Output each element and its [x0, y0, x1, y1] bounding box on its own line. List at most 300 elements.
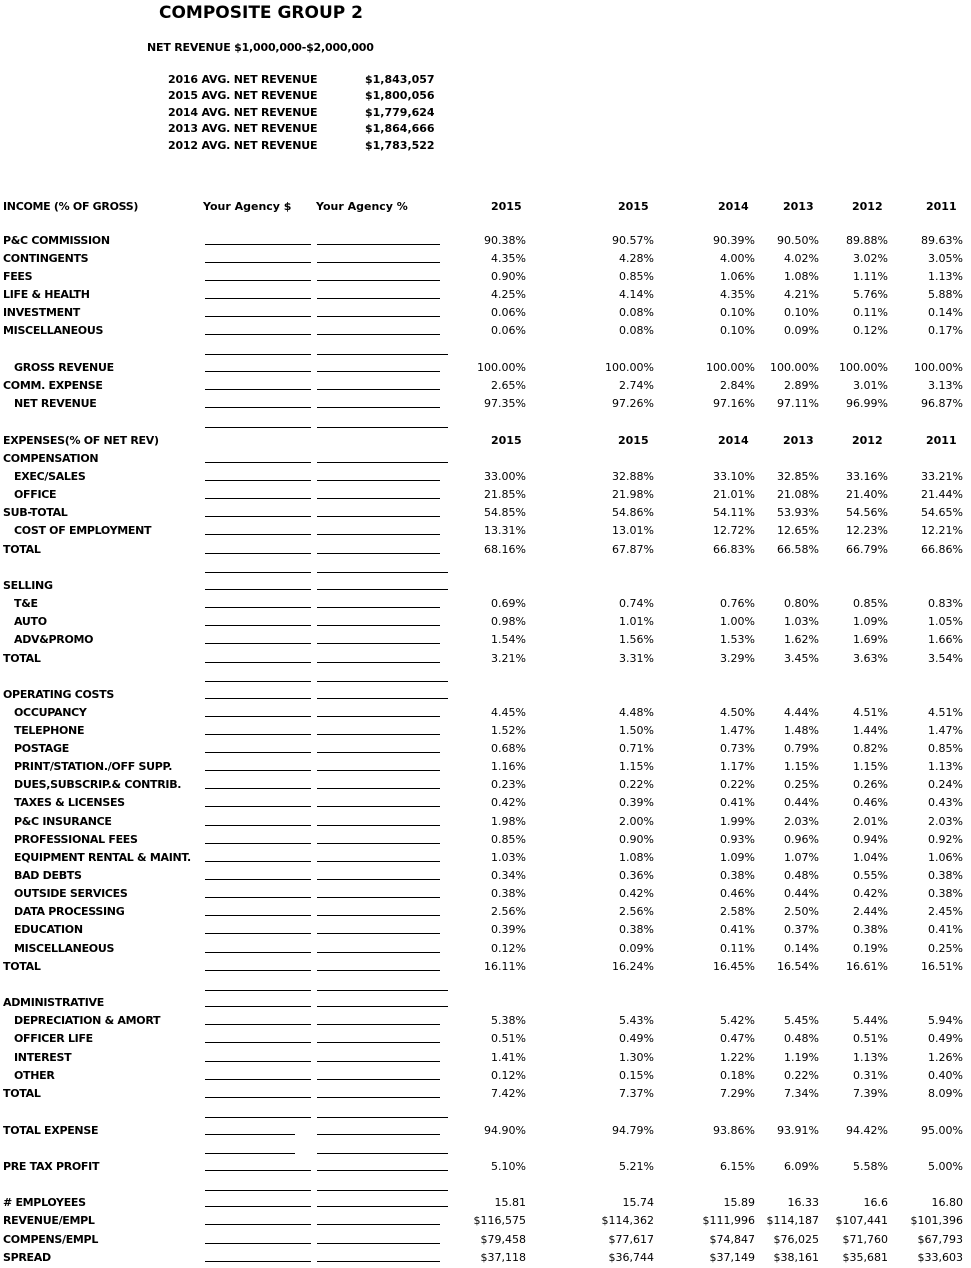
- your-agency-dollar-blank[interactable]: [205, 825, 311, 826]
- your-agency-dollar-blank[interactable]: [205, 698, 311, 699]
- value-cell: 33.00%: [484, 470, 526, 483]
- value-cell: 66.86%: [921, 543, 963, 556]
- value-cell: 5.21%: [619, 1160, 654, 1173]
- value-cell: 6.09%: [784, 1160, 819, 1173]
- your-agency-percent-blank[interactable]: [317, 716, 440, 717]
- your-agency-percent-blank[interactable]: [317, 698, 448, 699]
- row-label: TOTAL EXPENSE: [3, 1124, 99, 1137]
- your-agency-percent-blank[interactable]: [317, 1190, 448, 1191]
- value-cell: 1.47%: [928, 724, 963, 737]
- value-cell: 0.12%: [491, 942, 526, 955]
- your-agency-percent-blank[interactable]: [317, 427, 448, 428]
- your-agency-dollar-blank[interactable]: [205, 716, 311, 717]
- your-agency-dollar-blank[interactable]: [205, 1024, 311, 1025]
- average-row: [168, 72, 455, 88]
- value-cell: 21.40%: [846, 488, 888, 501]
- row-label: P&C COMMISSION: [3, 234, 110, 247]
- value-cell: 0.73%: [720, 742, 755, 755]
- your-agency-percent-blank[interactable]: [317, 825, 440, 826]
- blank-entry-row: [0, 1105, 971, 1123]
- value-cell: 66.58%: [777, 543, 819, 556]
- value-cell: 2.44%: [853, 905, 888, 918]
- value-cell: 0.14%: [928, 306, 963, 319]
- your-agency-percent-blank[interactable]: [317, 480, 440, 481]
- your-agency-dollar-blank[interactable]: [205, 788, 311, 789]
- value-cell: 94.79%: [612, 1124, 654, 1137]
- table-row: [0, 1049, 971, 1067]
- value-cell: 0.44%: [784, 887, 819, 900]
- your-agency-percent-blank[interactable]: [317, 933, 440, 934]
- value-cell: 2.03%: [928, 815, 963, 828]
- value-cell: 0.90%: [491, 270, 526, 283]
- your-agency-dollar-blank[interactable]: [205, 952, 311, 953]
- value-cell: 7.39%: [853, 1087, 888, 1100]
- your-agency-dollar-blank[interactable]: [205, 1153, 295, 1154]
- your-agency-dollar-blank[interactable]: [205, 553, 311, 554]
- your-agency-percent-blank[interactable]: [317, 752, 440, 753]
- your-agency-percent-blank[interactable]: [317, 280, 440, 281]
- value-cell: 3.63%: [853, 652, 888, 665]
- your-agency-percent-blank[interactable]: [317, 354, 448, 355]
- table-row: [0, 776, 971, 794]
- table-row: [0, 577, 971, 595]
- your-agency-percent-blank[interactable]: [317, 534, 440, 535]
- value-cell: 66.79%: [846, 543, 888, 556]
- value-cell: 0.68%: [491, 742, 526, 755]
- value-cell: 3.45%: [784, 652, 819, 665]
- your-agency-dollar-blank[interactable]: [205, 970, 311, 971]
- your-agency-dollar-blank[interactable]: [205, 806, 311, 807]
- value-cell: 21.85%: [484, 488, 526, 501]
- your-agency-percent-blank[interactable]: [317, 262, 440, 263]
- year-header: 2015: [618, 434, 649, 447]
- your-agency-percent-blank[interactable]: [317, 879, 440, 880]
- your-agency-dollar-blank[interactable]: [205, 534, 311, 535]
- value-cell: 1.16%: [491, 760, 526, 773]
- your-agency-percent-blank[interactable]: [317, 970, 440, 971]
- table-row: [0, 450, 971, 468]
- your-agency-dollar-blank[interactable]: [205, 516, 311, 517]
- value-cell: 0.94%: [853, 833, 888, 846]
- your-agency-dollar-blank[interactable]: [205, 427, 311, 428]
- value-cell: 96.99%: [846, 397, 888, 410]
- value-cell: 89.63%: [921, 234, 963, 247]
- value-cell: 7.37%: [619, 1087, 654, 1100]
- value-cell: 0.85%: [853, 597, 888, 610]
- value-cell: 15.81: [494, 1196, 526, 1209]
- value-cell: 1.50%: [619, 724, 654, 737]
- value-cell: 94.90%: [484, 1124, 526, 1137]
- value-cell: 0.96%: [784, 833, 819, 846]
- value-cell: 1.15%: [853, 760, 888, 773]
- value-cell: 0.51%: [853, 1032, 888, 1045]
- value-cell: 54.86%: [612, 506, 654, 519]
- value-cell: 89.88%: [846, 234, 888, 247]
- income-header-row: [0, 198, 971, 216]
- your-agency-dollar-blank[interactable]: [205, 861, 311, 862]
- your-agency-percent-blank[interactable]: [317, 625, 440, 626]
- value-cell: $37,149: [709, 1251, 755, 1264]
- your-agency-percent-blank[interactable]: [317, 681, 448, 682]
- row-label: TOTAL: [3, 1087, 41, 1100]
- your-agency-percent-blank[interactable]: [317, 843, 440, 844]
- your-agency-percent-blank[interactable]: [317, 516, 440, 517]
- value-cell: 3.05%: [928, 252, 963, 265]
- value-cell: 0.36%: [619, 869, 654, 882]
- your-agency-dollar-blank[interactable]: [205, 607, 311, 608]
- your-agency-percent-blank[interactable]: [317, 1224, 440, 1225]
- value-cell: $36,744: [608, 1251, 654, 1264]
- your-agency-dollar-blank[interactable]: [205, 915, 311, 916]
- your-agency-percent-blank[interactable]: [317, 553, 440, 554]
- value-cell: 3.54%: [928, 652, 963, 665]
- value-cell: 1.15%: [784, 760, 819, 773]
- your-agency-percent-blank[interactable]: [317, 244, 440, 245]
- value-cell: 21.44%: [921, 488, 963, 501]
- your-agency-dollar-blank[interactable]: [205, 643, 311, 644]
- value-cell: 0.92%: [928, 833, 963, 846]
- your-agency-dollar-blank[interactable]: [205, 990, 311, 991]
- value-cell: 4.51%: [928, 706, 963, 719]
- your-agency-dollar-blank[interactable]: [205, 662, 311, 663]
- your-agency-percent-blank[interactable]: [317, 643, 440, 644]
- your-agency-percent-blank[interactable]: [317, 734, 440, 735]
- table-row: [0, 1067, 971, 1085]
- row-label: REVENUE/EMPL: [3, 1214, 95, 1227]
- your-agency-dollar-blank[interactable]: [205, 1170, 311, 1171]
- your-agency-dollar-blank[interactable]: [205, 1117, 311, 1118]
- year-header: 2015: [491, 434, 522, 447]
- your-agency-percent-blank[interactable]: [317, 952, 440, 953]
- value-cell: 97.16%: [713, 397, 755, 410]
- value-cell: 53.93%: [777, 506, 819, 519]
- your-agency-dollar-blank[interactable]: [205, 262, 311, 263]
- your-agency-dollar-blank[interactable]: [205, 770, 311, 771]
- table-row: [0, 304, 971, 322]
- your-agency-dollar-blank[interactable]: [205, 1261, 311, 1262]
- blank-entry-row: [0, 342, 971, 360]
- row-label: CONTINGENTS: [3, 252, 89, 265]
- your-agency-percent-blank[interactable]: [317, 1061, 440, 1062]
- table-row: [0, 595, 971, 613]
- value-cell: 100.00%: [706, 361, 755, 374]
- value-cell: 0.40%: [928, 1069, 963, 1082]
- value-cell: 1.48%: [784, 724, 819, 737]
- value-cell: 93.86%: [713, 1124, 755, 1137]
- value-cell: 16.80: [931, 1196, 963, 1209]
- value-cell: $76,025: [773, 1233, 819, 1246]
- your-agency-percent-header: Your Agency %: [316, 200, 408, 213]
- value-cell: 21.98%: [612, 488, 654, 501]
- value-cell: 3.01%: [853, 379, 888, 392]
- your-agency-percent-blank[interactable]: [317, 298, 440, 299]
- row-label: PRE TAX PROFIT: [3, 1160, 100, 1173]
- your-agency-percent-blank[interactable]: [317, 1243, 440, 1244]
- value-cell: 2.50%: [784, 905, 819, 918]
- your-agency-dollar-blank[interactable]: [205, 498, 311, 499]
- your-agency-dollar-blank[interactable]: [205, 244, 311, 245]
- value-cell: 5.43%: [619, 1014, 654, 1027]
- value-cell: 0.17%: [928, 324, 963, 337]
- value-cell: 0.93%: [720, 833, 755, 846]
- row-label: OTHER: [14, 1069, 55, 1082]
- your-agency-percent-blank[interactable]: [317, 1117, 448, 1118]
- your-agency-percent-blank[interactable]: [317, 788, 440, 789]
- value-cell: 1.62%: [784, 633, 819, 646]
- value-cell: 0.74%: [619, 597, 654, 610]
- value-cell: 12.23%: [846, 524, 888, 537]
- value-cell: 1.30%: [619, 1051, 654, 1064]
- value-cell: 1.08%: [784, 270, 819, 283]
- your-agency-dollar-blank[interactable]: [205, 572, 311, 573]
- value-cell: 0.48%: [784, 1032, 819, 1045]
- value-cell: 0.14%: [784, 942, 819, 955]
- row-label: SUB-TOTAL: [3, 506, 68, 519]
- your-agency-percent-blank[interactable]: [317, 1024, 440, 1025]
- your-agency-percent-blank[interactable]: [317, 316, 440, 317]
- your-agency-percent-blank[interactable]: [317, 1134, 440, 1135]
- your-agency-dollar-blank[interactable]: [205, 298, 311, 299]
- your-agency-percent-blank[interactable]: [317, 1042, 440, 1043]
- value-cell: 0.26%: [853, 778, 888, 791]
- your-agency-percent-blank[interactable]: [317, 1153, 448, 1154]
- your-agency-percent-blank[interactable]: [317, 861, 440, 862]
- your-agency-dollar-blank[interactable]: [205, 752, 311, 753]
- your-agency-percent-blank[interactable]: [317, 662, 440, 663]
- average-row: [168, 138, 455, 154]
- table-row: [0, 722, 971, 740]
- value-cell: 54.56%: [846, 506, 888, 519]
- value-cell: 4.02%: [784, 252, 819, 265]
- value-cell: 15.74: [622, 1196, 654, 1209]
- value-cell: 0.15%: [619, 1069, 654, 1082]
- value-cell: $114,362: [601, 1214, 654, 1227]
- your-agency-dollar-blank[interactable]: [205, 480, 311, 481]
- your-agency-percent-blank[interactable]: [317, 1097, 440, 1098]
- your-agency-percent-blank[interactable]: [317, 1261, 440, 1262]
- row-label: DEPRECIATION & AMORT: [14, 1014, 161, 1027]
- value-cell: 2.84%: [720, 379, 755, 392]
- your-agency-percent-blank[interactable]: [317, 897, 440, 898]
- value-cell: 54.85%: [484, 506, 526, 519]
- value-cell: 0.12%: [491, 1069, 526, 1082]
- value-cell: 0.42%: [619, 887, 654, 900]
- your-agency-dollar-blank[interactable]: [205, 280, 311, 281]
- your-agency-dollar-blank[interactable]: [205, 843, 311, 844]
- your-agency-percent-blank[interactable]: [317, 1006, 448, 1007]
- row-label: EDUCATION: [14, 923, 83, 936]
- value-cell: 2.65%: [491, 379, 526, 392]
- your-agency-dollar-blank[interactable]: [205, 1042, 311, 1043]
- your-agency-dollar-blank[interactable]: [205, 334, 311, 335]
- table-row: [0, 232, 971, 250]
- value-cell: 4.50%: [720, 706, 755, 719]
- value-cell: 3.13%: [928, 379, 963, 392]
- value-cell: 94.42%: [846, 1124, 888, 1137]
- your-agency-percent-blank[interactable]: [317, 1206, 448, 1207]
- your-agency-dollar-blank[interactable]: [205, 589, 311, 590]
- your-agency-percent-blank[interactable]: [317, 371, 440, 372]
- table-row: [0, 468, 971, 486]
- your-agency-dollar-blank[interactable]: [205, 933, 311, 934]
- value-cell: 0.11%: [853, 306, 888, 319]
- expenses-header-row: [0, 432, 971, 450]
- value-cell: 0.41%: [720, 923, 755, 936]
- value-cell: 0.69%: [491, 597, 526, 610]
- row-label: ADV&PROMO: [14, 633, 94, 646]
- average-value: $1,783,522: [365, 138, 435, 152]
- your-agency-dollar-blank[interactable]: [205, 407, 311, 408]
- value-cell: 0.10%: [784, 306, 819, 319]
- your-agency-percent-blank[interactable]: [317, 589, 448, 590]
- value-cell: 67.87%: [612, 543, 654, 556]
- your-agency-percent-blank[interactable]: [317, 407, 440, 408]
- value-cell: 32.88%: [612, 470, 654, 483]
- row-label: COST OF EMPLOYMENT: [14, 524, 152, 537]
- row-label: COMPENS/EMPL: [3, 1233, 99, 1246]
- row-label: OFFICER LIFE: [14, 1032, 93, 1045]
- value-cell: 8.09%: [928, 1087, 963, 1100]
- average-label: 2012 AVG. NET REVENUE: [168, 138, 318, 152]
- row-label: DATA PROCESSING: [14, 905, 125, 918]
- your-agency-dollar-blank[interactable]: [205, 625, 311, 626]
- row-label: MISCELLANEOUS: [3, 324, 104, 337]
- value-cell: 1.53%: [720, 633, 755, 646]
- your-agency-dollar-blank[interactable]: [205, 897, 311, 898]
- value-cell: 3.31%: [619, 652, 654, 665]
- your-agency-percent-blank[interactable]: [317, 806, 440, 807]
- year-header: 2014: [718, 200, 749, 213]
- your-agency-dollar-blank[interactable]: [205, 1097, 311, 1098]
- average-row: [168, 105, 455, 121]
- table-row: [0, 1012, 971, 1030]
- your-agency-dollar-blank[interactable]: [205, 1006, 311, 1007]
- your-agency-percent-blank[interactable]: [317, 389, 440, 390]
- your-agency-percent-blank[interactable]: [317, 607, 440, 608]
- your-agency-dollar-blank[interactable]: [205, 734, 311, 735]
- value-cell: 1.22%: [720, 1051, 755, 1064]
- year-header: 2011: [926, 200, 957, 213]
- your-agency-percent-blank[interactable]: [317, 990, 448, 991]
- table-row: [0, 813, 971, 831]
- value-cell: 0.55%: [853, 869, 888, 882]
- row-label: NET REVENUE: [14, 397, 97, 410]
- row-label: DUES,SUBSCRIP.& CONTRIB.: [14, 778, 182, 791]
- average-row: [168, 121, 455, 137]
- value-cell: 0.85%: [491, 833, 526, 846]
- your-agency-dollar-blank[interactable]: [205, 389, 311, 390]
- table-row: [0, 377, 971, 395]
- your-agency-dollar-blank[interactable]: [205, 681, 311, 682]
- value-cell: 16.33: [787, 1196, 819, 1209]
- your-agency-percent-blank[interactable]: [317, 915, 440, 916]
- value-cell: 4.00%: [720, 252, 755, 265]
- your-agency-dollar-blank[interactable]: [205, 879, 311, 880]
- your-agency-dollar-blank[interactable]: [205, 354, 311, 355]
- year-header: 2013: [783, 200, 814, 213]
- row-label: COMPENSATION: [3, 452, 99, 465]
- table-row: [0, 613, 971, 631]
- average-value: $1,864,666: [365, 122, 435, 136]
- value-cell: 4.48%: [619, 706, 654, 719]
- value-cell: 0.12%: [853, 324, 888, 337]
- value-cell: 5.42%: [720, 1014, 755, 1027]
- value-cell: 1.41%: [491, 1051, 526, 1064]
- table-row: [0, 686, 971, 704]
- your-agency-percent-blank[interactable]: [317, 572, 448, 573]
- value-cell: 16.61%: [846, 960, 888, 973]
- value-cell: 0.85%: [928, 742, 963, 755]
- value-cell: 2.58%: [720, 905, 755, 918]
- your-agency-dollar-blank[interactable]: [205, 316, 311, 317]
- value-cell: 5.88%: [928, 288, 963, 301]
- row-label: COMM. EXPENSE: [3, 379, 103, 392]
- value-cell: 100.00%: [914, 361, 963, 374]
- value-cell: 7.29%: [720, 1087, 755, 1100]
- row-label: TAXES & LICENSES: [14, 796, 125, 809]
- value-cell: $35,681: [842, 1251, 888, 1264]
- your-agency-dollar-blank[interactable]: [205, 1134, 295, 1135]
- value-cell: 1.99%: [720, 815, 755, 828]
- value-cell: 1.07%: [784, 851, 819, 864]
- your-agency-dollar-blank[interactable]: [205, 1079, 311, 1080]
- average-row: [168, 88, 455, 104]
- table-row: [0, 322, 971, 340]
- your-agency-dollar-blank[interactable]: [205, 1061, 311, 1062]
- value-cell: 0.34%: [491, 869, 526, 882]
- your-agency-percent-blank[interactable]: [317, 1170, 448, 1171]
- value-cell: 0.08%: [619, 306, 654, 319]
- table-row: [0, 1249, 971, 1267]
- row-label: OFFICE: [14, 488, 57, 501]
- value-cell: 100.00%: [477, 361, 526, 374]
- value-cell: 16.54%: [777, 960, 819, 973]
- your-agency-percent-blank[interactable]: [317, 462, 448, 463]
- your-agency-percent-blank[interactable]: [317, 1079, 440, 1080]
- your-agency-dollar-blank[interactable]: [205, 371, 311, 372]
- value-cell: 0.51%: [491, 1032, 526, 1045]
- your-agency-dollar-blank[interactable]: [205, 1190, 311, 1191]
- value-cell: 1.03%: [491, 851, 526, 864]
- value-cell: 0.38%: [619, 923, 654, 936]
- value-cell: $79,458: [480, 1233, 526, 1246]
- value-cell: 1.09%: [853, 615, 888, 628]
- value-cell: 0.82%: [853, 742, 888, 755]
- value-cell: 66.83%: [713, 543, 755, 556]
- your-agency-percent-blank[interactable]: [317, 498, 440, 499]
- row-label: # EMPLOYEES: [3, 1196, 86, 1209]
- row-label: OCCUPANCY: [14, 706, 87, 719]
- value-cell: $116,575: [473, 1214, 526, 1227]
- value-cell: 1.15%: [619, 760, 654, 773]
- value-cell: 16.11%: [484, 960, 526, 973]
- value-cell: 0.71%: [619, 742, 654, 755]
- value-cell: 0.18%: [720, 1069, 755, 1082]
- table-row: [0, 522, 971, 540]
- your-agency-dollar-blank[interactable]: [205, 462, 311, 463]
- your-agency-dollar-blank[interactable]: [205, 1243, 311, 1244]
- value-cell: 0.49%: [928, 1032, 963, 1045]
- your-agency-percent-blank[interactable]: [317, 334, 440, 335]
- your-agency-dollar-blank[interactable]: [205, 1224, 311, 1225]
- your-agency-percent-blank[interactable]: [317, 770, 440, 771]
- value-cell: 0.10%: [720, 324, 755, 337]
- value-cell: 90.38%: [484, 234, 526, 247]
- value-cell: 0.49%: [619, 1032, 654, 1045]
- your-agency-dollar-blank[interactable]: [205, 1206, 311, 1207]
- value-cell: 6.15%: [720, 1160, 755, 1173]
- value-cell: 5.00%: [928, 1160, 963, 1173]
